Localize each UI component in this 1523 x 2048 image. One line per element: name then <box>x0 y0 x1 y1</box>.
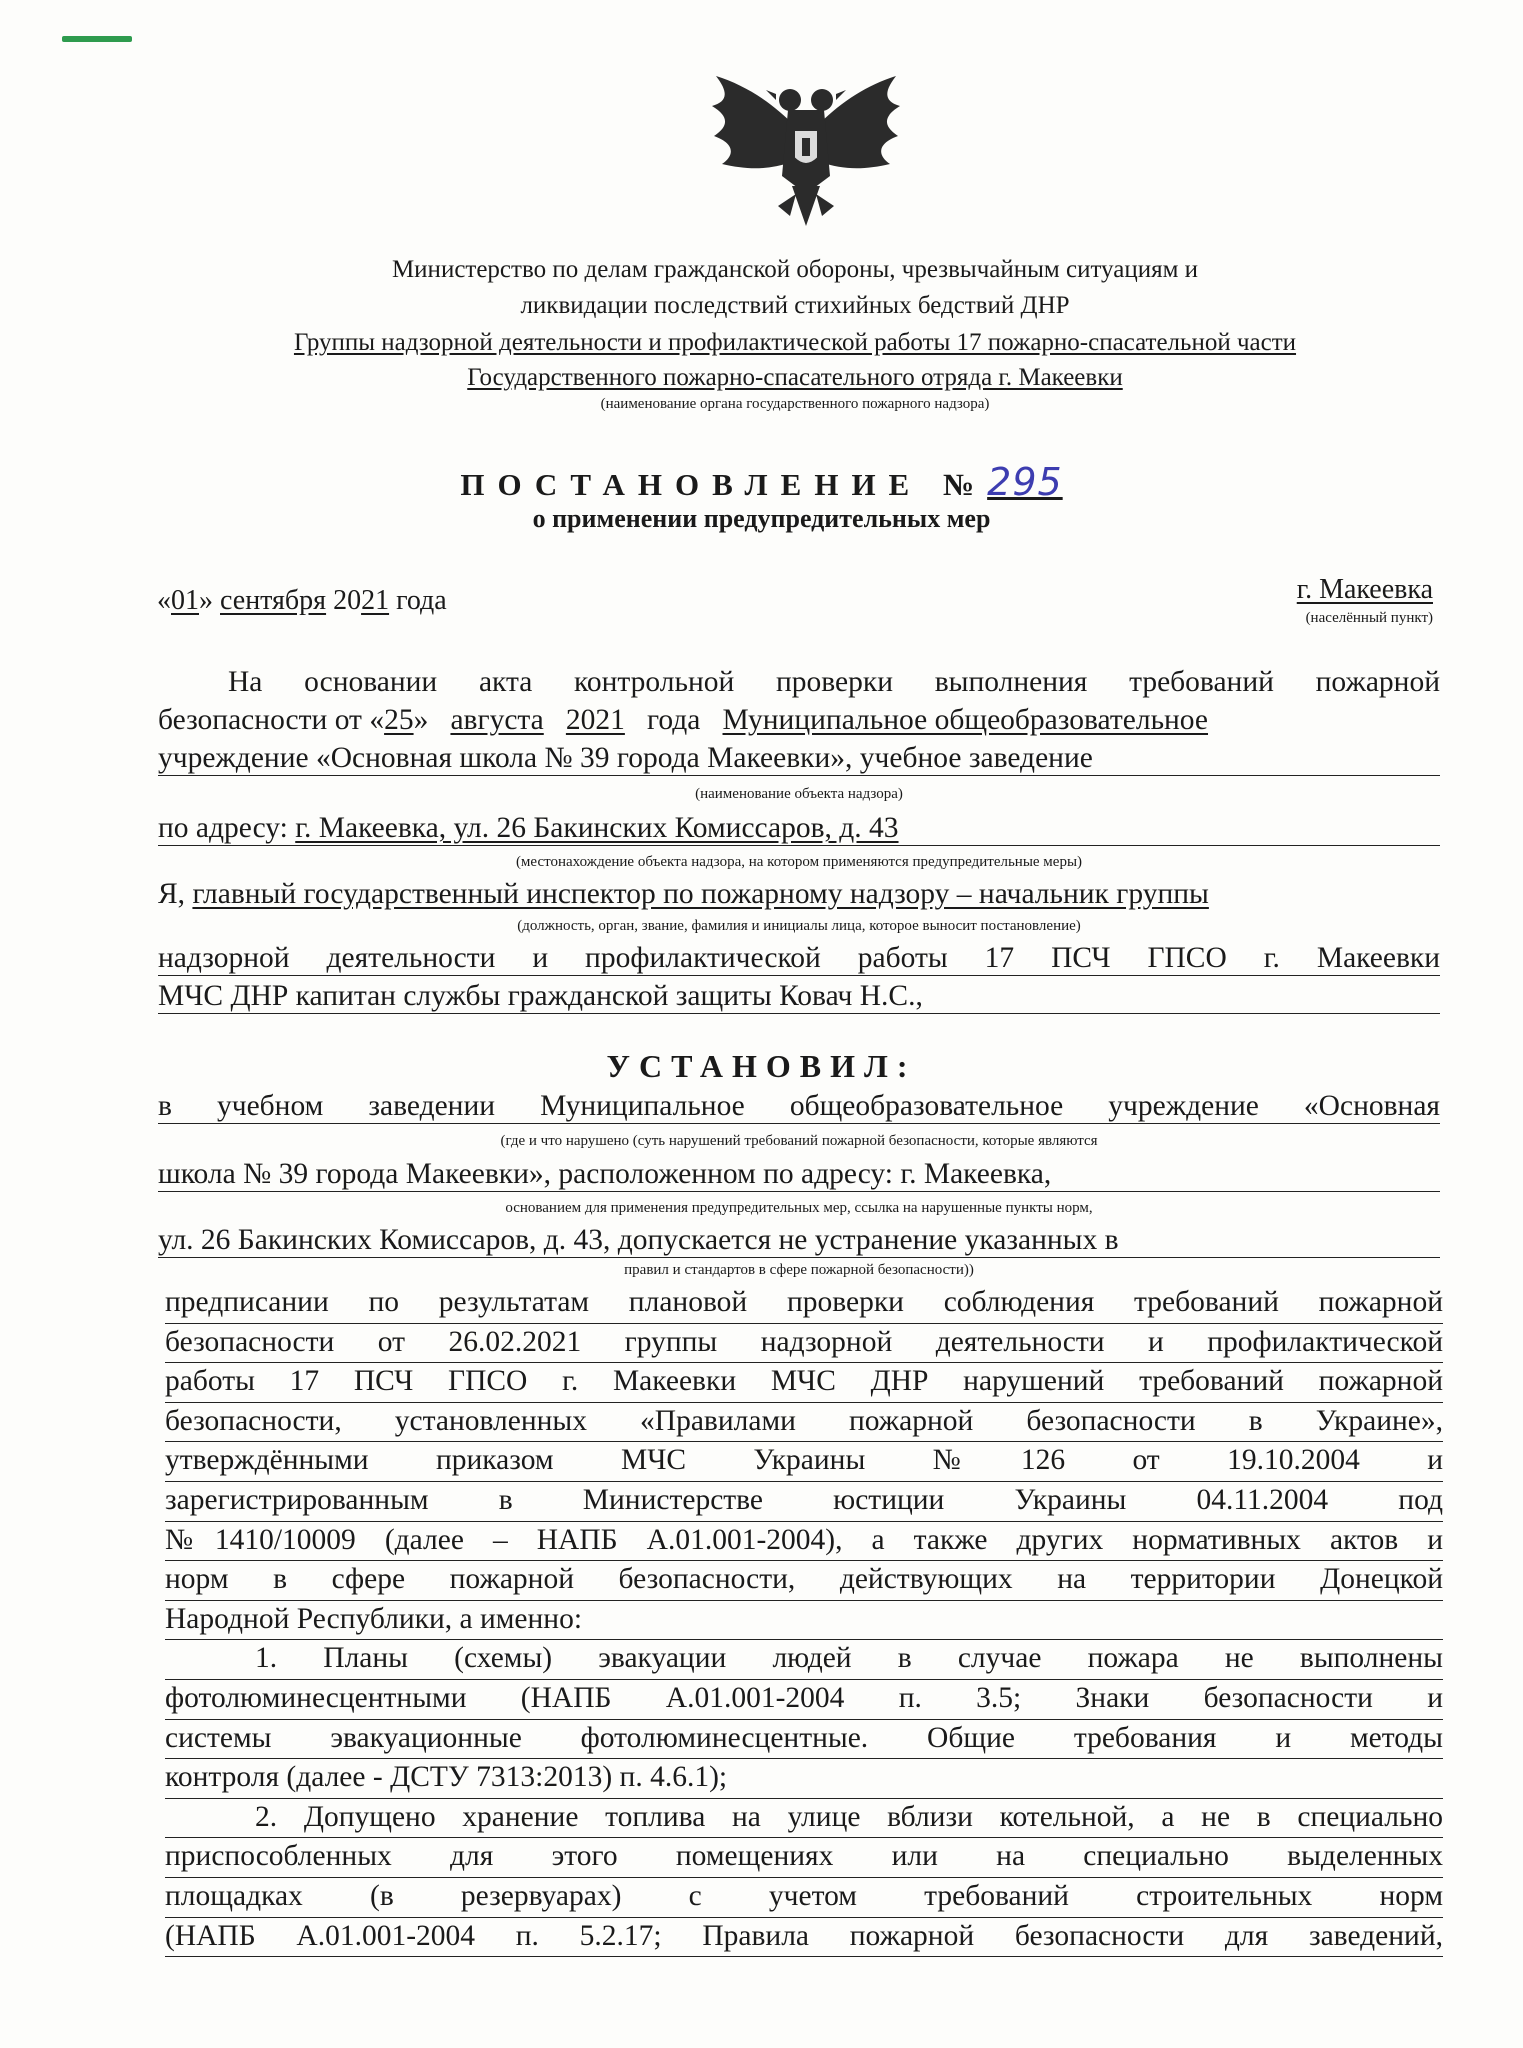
basis-date-quote: » <box>413 704 429 736</box>
document-subtitle: о применении предупредительных мер <box>532 504 991 533</box>
detachment-line-4 <box>150 364 1440 392</box>
ministry-line-2: ликвидации последствий стихийных бедствий ДНР <box>520 292 1070 319</box>
violation-item-1-line: системы эвакуационные фотолюминесцентные. Общие требования и методы <box>165 1720 1443 1760</box>
date-open-quote: « <box>157 585 171 616</box>
basis-date-word: года <box>647 704 701 736</box>
basis-line-1: На основании акта контрольной проверки выполнения требований пожарной <box>228 666 1440 698</box>
document-number: 295 <box>987 460 1063 504</box>
date-word: года <box>396 585 447 616</box>
violation-text-line: работы 17 ПСЧ ГПСО г. Макеевки МЧС ДНР нарушений требований пожарной <box>165 1363 1443 1403</box>
place-caption: (населённый пункт) <box>1305 610 1433 626</box>
group-line-3-text: Группы надзорной деятельности и профилактической работы 17 пожарно-спасательной части <box>293 329 1297 356</box>
violation-text-line: безопасности, установленных «Правилами пожарной безопасности в Украине», <box>165 1403 1443 1443</box>
coat-of-arms-icon <box>708 66 904 232</box>
violation-item-1-line: контроля (далее - ДСТУ 7313:2013) п. 4.6.1); <box>165 1759 1443 1799</box>
document-title <box>0 460 1523 504</box>
basis-line-2 <box>158 704 1440 737</box>
title-label: ПОСТАНОВЛЕНИЕ № <box>460 467 988 502</box>
inspector-line-3: МЧС ДНР капитан службы гражданской защиты Ковач Н.С., <box>158 980 1440 1014</box>
violation-text-line: Народной Республики, а именно: <box>165 1601 1443 1641</box>
established-line-1: в учебном заведении Муниципальное общеобразовательное учреждение «Основная <box>158 1090 1440 1122</box>
authority-caption: (наименование органа государственного пожарного надзора) <box>600 396 990 412</box>
inspector-line-2: надзорной деятельности и профилактической работы 17 ПСЧ ГПСО г. Макеевки <box>158 942 1440 974</box>
violation-text-line: норм в сфере пожарной безопасности, действующих на территории Донецкой <box>165 1561 1443 1601</box>
date-close-quote: » <box>199 585 213 616</box>
place-name: г. Макеевка <box>1296 574 1433 605</box>
violation-item-2-line: (НАПБ А.01.001-2004 п. 5.2.17; Правила пожарной безопасности для заведений, <box>165 1918 1443 1958</box>
violation-text-line: безопасности от 26.02.2021 группы надзорной деятельности и профилактической <box>165 1324 1443 1364</box>
group-line-3 <box>150 329 1440 357</box>
inspector-caption: (должность, орган, звание, фамилия и инициалы лица, которое выносит постановление) <box>517 918 1081 934</box>
date-day: 01 <box>171 585 199 616</box>
established-caption-3: правил и стандартов в сфере пожарной безопасности)) <box>624 1262 974 1278</box>
violations-block <box>165 1284 1443 1957</box>
date-year-prefix: 20 <box>333 585 362 616</box>
date-year-suffix: 21 <box>361 585 390 616</box>
basis-date-prefix: безопасности от « <box>158 704 385 736</box>
address-line <box>158 812 1440 846</box>
violation-text-line: предписании по результатам плановой проверки соблюдения требований пожарной <box>165 1284 1443 1324</box>
established-caption-2: основанием для применения предупредительных мер, ссылка на нарушенные пункты норм, <box>505 1200 1093 1216</box>
date-month: сентября <box>220 585 327 616</box>
inspector-line-1 <box>158 878 1440 911</box>
violation-item-2-line: 2. Допущено хранение топлива на улице вблизи котельной, а не в специально <box>165 1799 1443 1839</box>
inspector-prefix: Я, <box>158 878 186 910</box>
address-prefix: по адресу: <box>158 812 288 844</box>
violation-item-1-line: 1. Планы (схемы) эвакуации людей в случае пожара не выполнены <box>165 1640 1443 1680</box>
basis-line-3: учреждение «Основная школа № 39 города Макеевки», учебное заведение <box>158 742 1440 776</box>
address-value: г. Макеевка, ул. 26 Бакинских Комиссаров, д. 43 <box>295 812 899 844</box>
violation-item-2-line: приспособленных для этого помещениях или на специально выделенных <box>165 1838 1443 1878</box>
basis-date-year: 2021 <box>565 704 625 736</box>
document-date <box>157 585 447 617</box>
scan-edge-mark <box>62 36 132 42</box>
inspector-title: главный государственный инспектор по пожарному надзору – начальник группы <box>192 878 1209 910</box>
basis-organization-start: Муниципальное общеобразовательное <box>722 704 1209 736</box>
address-caption: (местонахождение объекта надзора, на котором применяются предупредительные меры) <box>515 854 1083 870</box>
violation-item-2-line: площадках (в резервуарах) с учетом требований строительных норм <box>165 1878 1443 1918</box>
established-heading: УСТАНОВИЛ: <box>606 1048 917 1084</box>
place-block <box>1297 574 1433 627</box>
established-caption-1: (где и что нарушено (суть нарушений требований пожарной безопасности, которые являются <box>500 1133 1098 1149</box>
violation-item-1-line: фотолюминесцентными (НАПБ А.01.001-2004 п. 3.5; Знаки безопасности и <box>165 1680 1443 1720</box>
violation-text-line: утверждёнными приказом МЧС Украины №126 от 19.10.2004 и <box>165 1442 1443 1482</box>
object-caption: (наименование объекта надзора) <box>695 786 903 802</box>
established-line-3: ул. 26 Бакинских Комиссаров, д. 43, допускается не устранение указанных в <box>158 1224 1440 1258</box>
violation-text-line: зарегистрированным в Министерстве юстиции Украины 04.11.2004 под <box>165 1482 1443 1522</box>
ministry-line-1: Министерство по делам гражданской обороны, чрезвычайным ситуациям и <box>391 256 1199 283</box>
basis-date-month: августа <box>450 704 544 736</box>
violation-text-line: №1410/10009 (далее – НАПБ А.01.001-2004), а также других нормативных актов и <box>165 1522 1443 1562</box>
detachment-line-4-text: Государственного пожарно-спасательного отряда г. Макеевки <box>467 364 1123 391</box>
established-line-2: школа № 39 города Макеевки», расположенном по адресу: г. Макеевка, <box>158 1158 1440 1192</box>
basis-date-day: 25 <box>384 704 414 736</box>
